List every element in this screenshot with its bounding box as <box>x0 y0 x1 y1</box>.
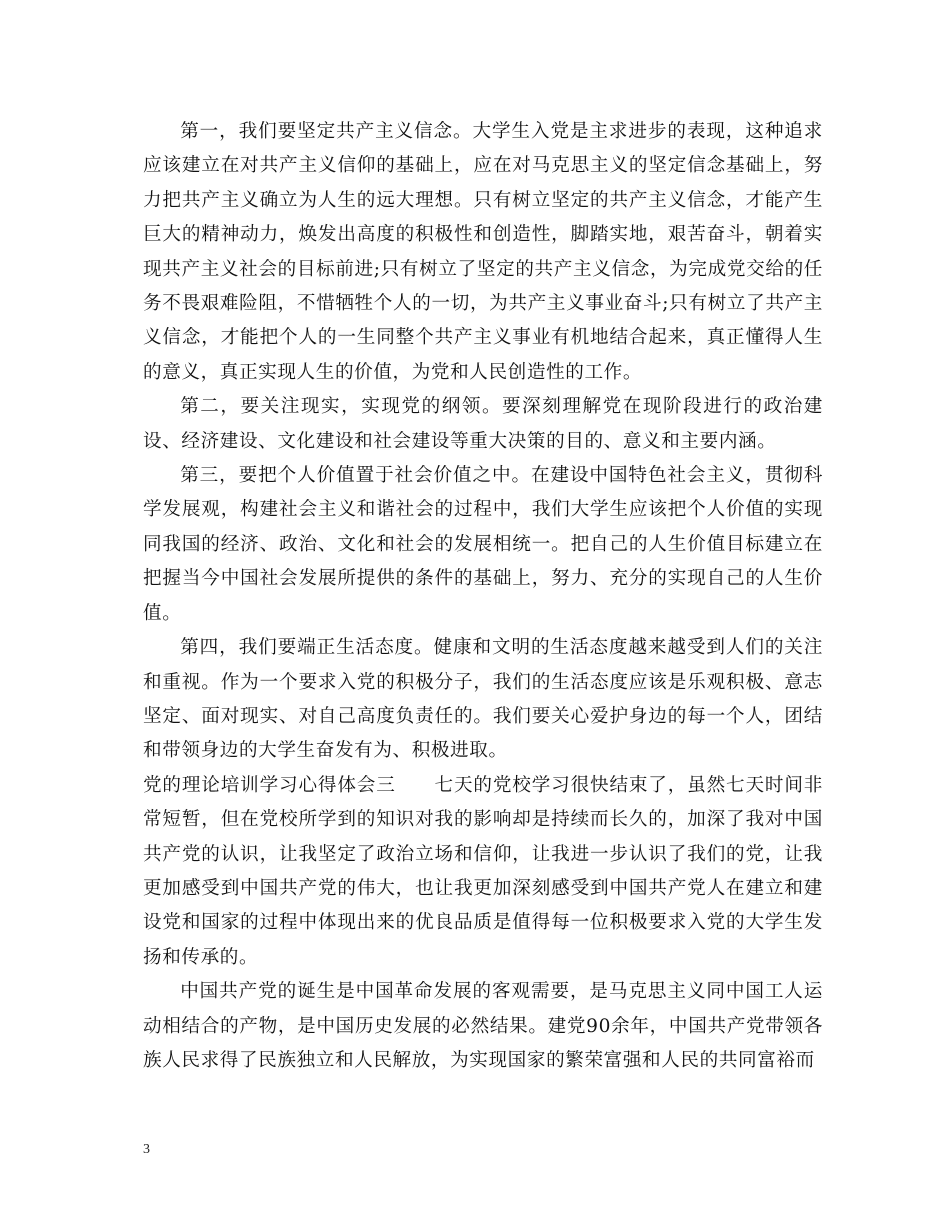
page-number: 3 <box>143 1142 150 1157</box>
paragraph-third-point: 第三，要把个人价值置于社会价值之中。在建设中国特色社会主义，贯彻科学发展观，构建社会主义和谐社会的过程中，我们大学生应该把个人价值的实现同我国的经济、政治、文化和社会的发展相统一。把自己的人生价值目标建立在把握当今中国社会发展所提供的条件的基础上，努力、充分的实现自己的人生价值。 <box>143 465 823 624</box>
paragraph-first-point: 第一，我们要坚定共产主义信念。大学生入党是主求进步的表现，这种追求应该建立在对共产主义信仰的基础上，应在对马克思主义的坚定信念基础上，努力把共产主义确立为人生的远大理想。只有树立坚定的共产主义信念，才能产生巨大的精神动力，焕发出高度的积极性和创造性，脚踏实地，艰苦奋斗，朝着实现共产主义社会的目标前进;只有树立了坚定的共产主义信念，为完成党交给的任务不畏艰难险阻，不惜牺牲个人的一切，为共产主义事业奋斗;只有树立了共产主义信念，才能把个人的一生同整个共产主义事业有机地结合起来，真正懂得人生的意义，真正实现人生的价值，为党和人民创造性的工作。 <box>143 121 823 383</box>
paragraph-section-three-intro: 党的理论培训学习心得体会三 七天的党校学习很快结束了，虽然七天时间非常短暂，但在党校所学到的知识对我的影响却是持续而长久的，加深了我对中国共产党的认识，让我坚定了政治立场和信仰，让我进一步认识了我们的党，让我更加感受到中国共产党的伟大，也让我更加深刻感受到中国共产党人在建立和建设党和国家的过程中体现出来的优良品质是值得每一位积极要求入党的大学生发扬和传承的。 <box>143 774 823 968</box>
paragraph-fourth-point: 第四，我们要端正生活态度。健康和文明的生活态度越来越受到人们的关注和重视。作为一个要求入党的积极分子，我们的生活态度应该是乐观积极、意志坚定、面对现实、对自己高度负责任的。我们要关心爱护身边的每一个人，团结和带领身边的大学生奋发有为、积极进取。 <box>143 637 823 762</box>
paragraph-party-founding: 中国共产党的诞生是中国革命发展的客观需要，是马克思主义同中国工人运动相结合的产物，是中国历史发展的必然结果。建党90余年，中国共产党带领各族人民求得了民族独立和人民解放，为实现国家的繁荣富强和人民的共同富裕而 <box>143 981 823 1071</box>
document-body <box>143 115 823 1078</box>
paragraph-second-point: 第二，要关注现实，实现党的纲领。要深刻理解党在现阶段进行的政治建设、经济建设、文化建设和社会建设等重大决策的目的、意义和主要内涵。 <box>143 396 823 452</box>
